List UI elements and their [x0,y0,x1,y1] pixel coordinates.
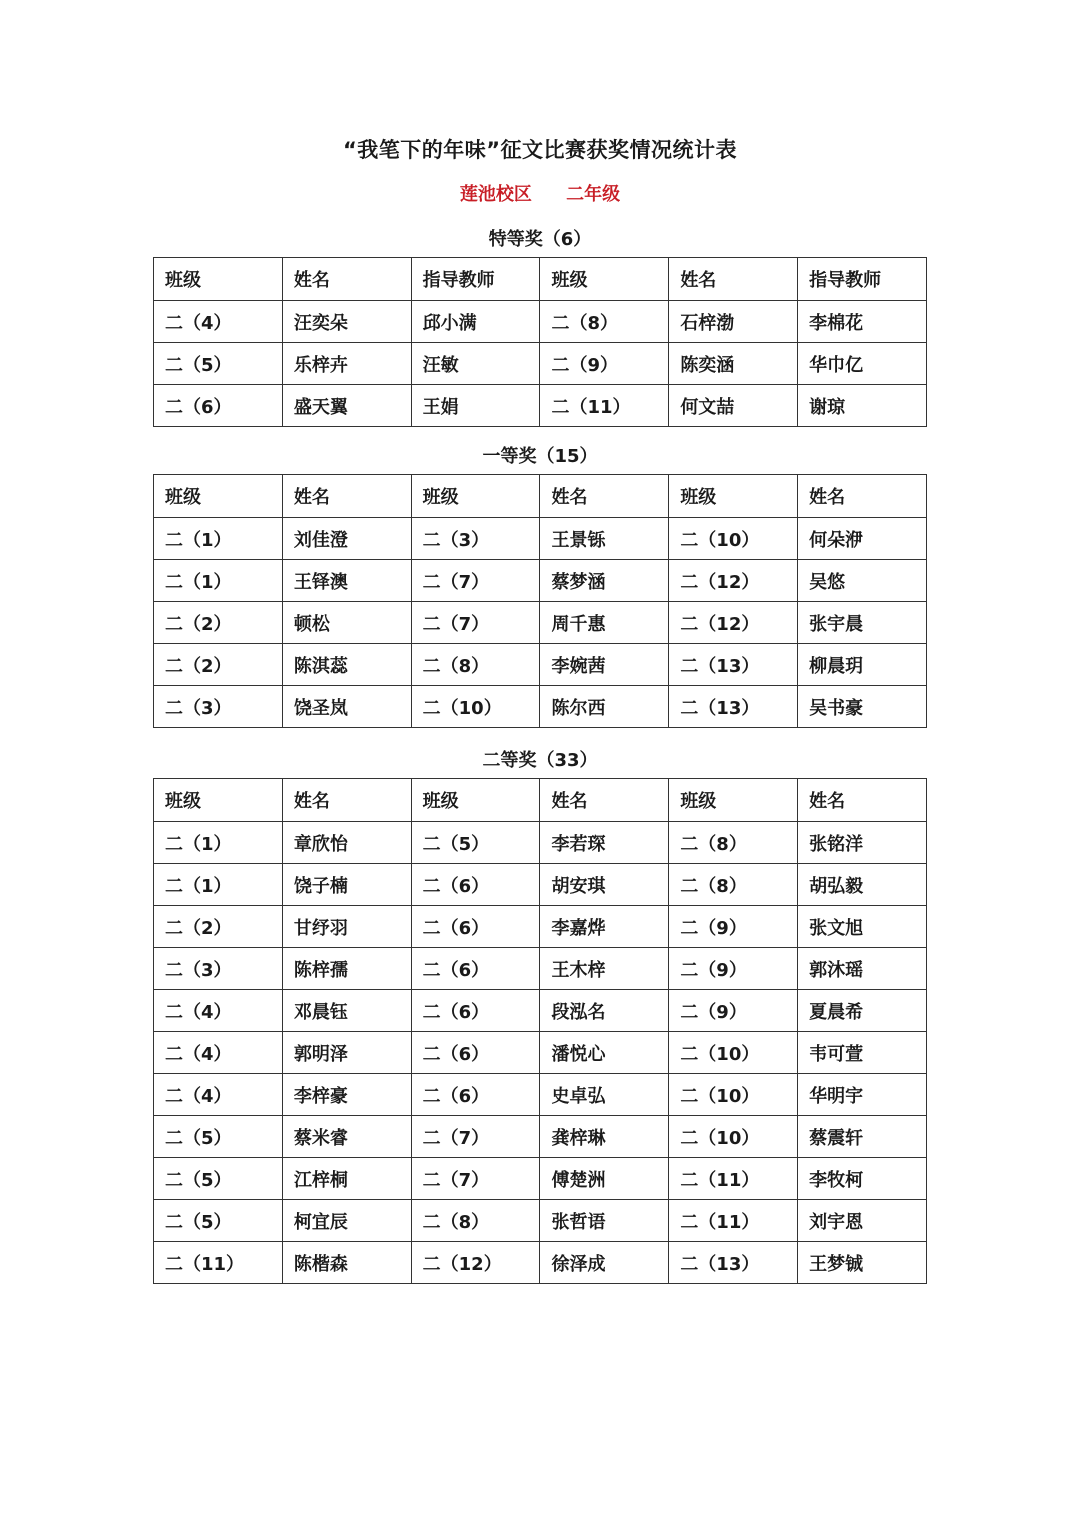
cell-student: 华明宇 [798,1074,927,1116]
cell-student: 刘宇恩 [798,1200,927,1242]
column-header: 班级 [154,779,283,822]
cell-class: 二（6） [411,1032,540,1074]
table-row [154,518,927,560]
cell-class: 二（6） [411,864,540,906]
table-row [154,686,927,728]
table-row [154,385,927,427]
table-row [154,602,927,644]
cell-class: 二（5） [154,1158,283,1200]
cell-teacher: 李棉花 [798,301,927,343]
cell-student: 陈尔西 [540,686,669,728]
cell-class: 二（8） [540,301,669,343]
cell-student: 王木梓 [540,948,669,990]
cell-class: 二（3） [154,686,283,728]
cell-student: 江梓桐 [282,1158,411,1200]
cell-student: 饶圣岚 [282,686,411,728]
cell-student: 吴悠 [798,560,927,602]
cell-student: 何朵洢 [798,518,927,560]
cell-class: 二（5） [154,1116,283,1158]
grade-label: 二年级 [566,184,621,205]
column-header: 姓名 [540,779,669,822]
cell-class: 二（3） [154,948,283,990]
cell-student: 蔡梦涵 [540,560,669,602]
table-row [154,864,927,906]
cell-class: 二（12） [669,560,798,602]
cell-student: 王景铄 [540,518,669,560]
column-header: 姓名 [798,475,927,518]
cell-class: 二（9） [669,990,798,1032]
table-row [154,1200,927,1242]
cell-class: 二（1） [154,822,283,864]
column-header: 班级 [669,779,798,822]
cell-class: 二（6） [411,948,540,990]
cell-class: 二（8） [669,822,798,864]
table-row [154,560,927,602]
cell-class: 二（11） [669,1158,798,1200]
column-header: 姓名 [669,258,798,301]
column-header: 姓名 [282,475,411,518]
cell-student: 邓晨钰 [282,990,411,1032]
first-award-table [153,474,927,728]
table-row [154,906,927,948]
cell-class: 二（10） [411,686,540,728]
cell-student: 郭明泽 [282,1032,411,1074]
cell-student: 韦可萱 [798,1032,927,1074]
cell-student: 柳晨玥 [798,644,927,686]
cell-class: 二（10） [669,518,798,560]
cell-class: 二（5） [154,1200,283,1242]
cell-class: 二（7） [411,1158,540,1200]
column-header: 班级 [669,475,798,518]
column-header: 姓名 [282,779,411,822]
special-award-heading: 特等奖（6） [488,229,592,250]
cell-student: 陈楷森 [282,1242,411,1284]
cell-student: 饶子楠 [282,864,411,906]
cell-class: 二（4） [154,990,283,1032]
cell-class: 二（2） [154,602,283,644]
cell-class: 二（2） [154,644,283,686]
table-row [154,1242,927,1284]
cell-student: 傅楚洲 [540,1158,669,1200]
column-header: 班级 [411,779,540,822]
cell-student: 潘悦心 [540,1032,669,1074]
cell-student: 史卓弘 [540,1074,669,1116]
cell-class: 二（8） [411,644,540,686]
cell-class: 二（11） [540,385,669,427]
table-row [154,1158,927,1200]
campus-label: 莲池校区 [459,184,532,205]
cell-class: 二（11） [669,1200,798,1242]
cell-class: 二（6） [154,385,283,427]
cell-student: 汪奕朵 [282,301,411,343]
cell-student: 蔡米睿 [282,1116,411,1158]
cell-class: 二（13） [669,686,798,728]
cell-student: 徐泽成 [540,1242,669,1284]
cell-student: 蔡震轩 [798,1116,927,1158]
cell-class: 二（8） [411,1200,540,1242]
cell-class: 二（1） [154,518,283,560]
cell-class: 二（1） [154,864,283,906]
cell-class: 二（9） [540,343,669,385]
column-header: 班级 [154,475,283,518]
cell-class: 二（1） [154,560,283,602]
cell-student: 盛天翼 [282,385,411,427]
cell-teacher: 邱小满 [411,301,540,343]
column-header: 姓名 [540,475,669,518]
cell-student: 胡弘毅 [798,864,927,906]
special-award-table [153,257,927,427]
cell-teacher: 汪敏 [411,343,540,385]
cell-student: 何文喆 [669,385,798,427]
cell-class: 二（2） [154,906,283,948]
table-row [154,990,927,1032]
cell-student: 柯宜辰 [282,1200,411,1242]
cell-student: 甘纾羽 [282,906,411,948]
cell-teacher: 华巾亿 [798,343,927,385]
column-header: 姓名 [282,258,411,301]
table-row [154,1116,927,1158]
cell-class: 二（6） [411,990,540,1032]
cell-student: 吴书豪 [798,686,927,728]
cell-student: 段泓名 [540,990,669,1032]
second-award-table [153,778,927,1284]
cell-student: 刘佳澄 [282,518,411,560]
cell-class: 二（3） [411,518,540,560]
cell-class: 二（11） [154,1242,283,1284]
cell-student: 乐梓卉 [282,343,411,385]
cell-student: 李婉茜 [540,644,669,686]
cell-class: 二（6） [411,1074,540,1116]
cell-class: 二（10） [669,1116,798,1158]
table-row [154,343,927,385]
cell-class: 二（9） [669,948,798,990]
table-row [154,644,927,686]
cell-student: 夏晨希 [798,990,927,1032]
table-header-row [154,475,927,518]
cell-student: 章欣怡 [282,822,411,864]
cell-class: 二（9） [669,906,798,948]
cell-class: 二（4） [154,301,283,343]
cell-class: 二（5） [154,343,283,385]
table-row [154,301,927,343]
table-row [154,1032,927,1074]
cell-class: 二（13） [669,644,798,686]
document-title: “我笔下的年味”征文比赛获奖情况统计表 [342,138,738,162]
cell-class: 二（4） [154,1074,283,1116]
cell-class: 二（12） [411,1242,540,1284]
column-header: 指导教师 [411,258,540,301]
table-row [154,822,927,864]
cell-student: 李嘉烨 [540,906,669,948]
cell-class: 二（4） [154,1032,283,1074]
cell-class: 二（7） [411,602,540,644]
column-header: 班级 [540,258,669,301]
cell-class: 二（8） [669,864,798,906]
cell-student: 顿松 [282,602,411,644]
cell-class: 二（10） [669,1032,798,1074]
cell-student: 石梓渤 [669,301,798,343]
first-award-heading: 一等奖（15） [482,446,598,467]
cell-class: 二（13） [669,1242,798,1284]
cell-student: 胡安琪 [540,864,669,906]
column-header: 姓名 [798,779,927,822]
cell-student: 李牧柯 [798,1158,927,1200]
cell-student: 陈梓孺 [282,948,411,990]
campus-grade-line [0,180,1080,206]
cell-student: 王铎澳 [282,560,411,602]
cell-class: 二（12） [669,602,798,644]
table-row [154,1074,927,1116]
table-header-row [154,258,927,301]
cell-class: 二（6） [411,906,540,948]
cell-student: 周千惠 [540,602,669,644]
cell-class: 二（7） [411,1116,540,1158]
cell-student: 李若琛 [540,822,669,864]
cell-student: 张铭洋 [798,822,927,864]
cell-class: 二（7） [411,560,540,602]
cell-student: 龚梓琳 [540,1116,669,1158]
column-header: 班级 [154,258,283,301]
cell-student: 陈淇蕊 [282,644,411,686]
second-award-heading: 二等奖（33） [482,750,598,771]
cell-student: 张哲语 [540,1200,669,1242]
cell-student: 王梦铖 [798,1242,927,1284]
cell-student: 张宇晨 [798,602,927,644]
cell-teacher: 王娟 [411,385,540,427]
cell-student: 李梓豪 [282,1074,411,1116]
cell-student: 郭沐瑶 [798,948,927,990]
cell-student: 张文旭 [798,906,927,948]
cell-class: 二（10） [669,1074,798,1116]
cell-student: 陈奕涵 [669,343,798,385]
table-header-row [154,779,927,822]
column-header: 指导教师 [798,258,927,301]
table-row [154,948,927,990]
cell-teacher: 谢琼 [798,385,927,427]
cell-class: 二（5） [411,822,540,864]
column-header: 班级 [411,475,540,518]
